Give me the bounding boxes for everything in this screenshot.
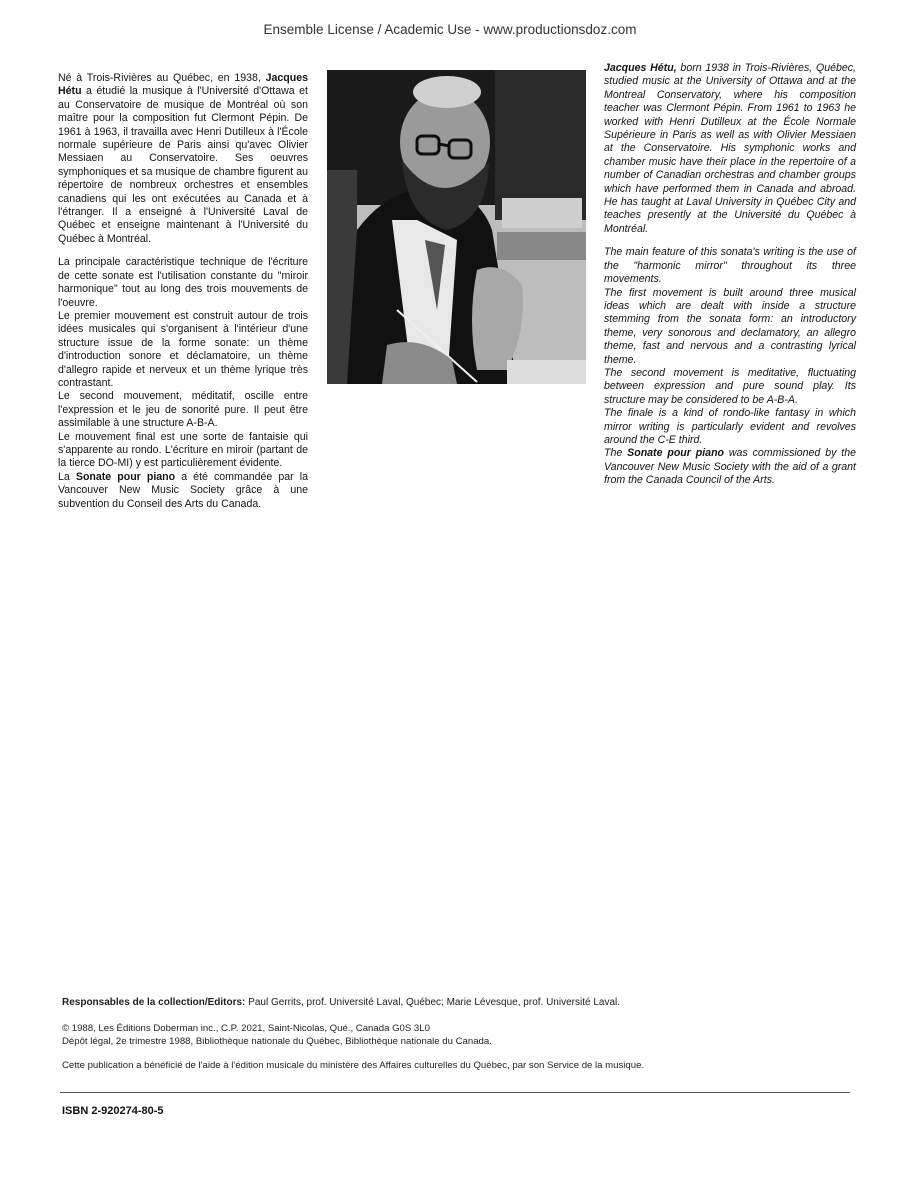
bio-en-p6-start: The bbox=[604, 447, 623, 460]
bio-en-paragraph-1 bbox=[604, 62, 856, 236]
bio-en-paragraph-3: The first movement is built around three musical ideas which are dealt with inside a structure stemming from the sonata form: an introductory theme, very sonorous and declamatory, an allegro theme, fast and nervous and a contrasting lyrical theme. bbox=[604, 286, 856, 366]
bio-fr-paragraph-3: Le premier mouvement est construit autour de trois idées musicales qui s'organisent à l'intérieur d'une structure issue de la forme sonate: un thème d'introduction sonore et déclamatoire, un thème d'allegro rapide et nerveux et un thème lyrique très contrastant. bbox=[58, 309, 308, 389]
collection-editors bbox=[62, 997, 620, 1008]
composer-photo bbox=[327, 70, 586, 384]
bio-fr-text: a étudié la musique à l'Université d'Ottawa et au Conservatoire de musique de Montréal où son maître pour la composition fut Clermont Pépin. De 1961 à 1963, il travailla avec Henri Dutilleux à l'École normale supérieure de Paris ainsi qu'avec Olivier Messiaen au Conservatoire. Ses oeuvres symphoniques et sa musique de chambre figurent au répertoire de nombreux orchestres et ensembles canadiens qui les ont exécutées au Canada et à l'étranger. Il a enseigné à l'Université Laval de Québec et enseigne maintenant à l'Université du Québec à Montréal. bbox=[58, 85, 308, 245]
composer-name-en: Jacques Hétu, bbox=[604, 62, 677, 74]
bio-fr-paragraph-4: Le second mouvement, méditatif, oscille entre l'expression et le jeu de sonorité pure. Il peut être assimilable à une structure A-B-A. bbox=[58, 390, 308, 430]
footer-divider bbox=[60, 1092, 850, 1093]
composer-name-fr: Jacques Hétu bbox=[58, 72, 308, 98]
bio-fr-p6-start: La bbox=[58, 470, 70, 483]
bio-en-paragraph-5: The finale is a kind of rondo-like fantasy in which mirror writing is particularly evident and revolves around the C-E third. bbox=[604, 407, 856, 446]
bio-fr-intro: Né à Trois-Rivières au Québec, en 1938, bbox=[58, 72, 261, 84]
bio-en-paragraph-2: The main feature of this sonata's writing is the use of the "harmonic mirror" throughout its three movements. bbox=[604, 246, 856, 286]
bio-fr-paragraph-2: La principale caractéristique technique de l'écriture de cette sonate est l'utilisation constante du "miroir harmonique" tout au long des trois mouvements de l'oeuvre. bbox=[58, 256, 308, 309]
editors-label: Responsables de la collection/Editors: bbox=[62, 997, 246, 1008]
funding-notice: Cette publication a bénéficié de l'aide à l'édition musicale du ministère des Affaires culturelles du Québec, par son Service de la musique. bbox=[62, 1060, 645, 1071]
legal-deposit-line: Dépôt légal, 2e trimestre 1988, Bibliothèque nationale du Québec, Bibliothèque nationale du Canada. bbox=[62, 1035, 492, 1047]
bio-en-p6-end: was commissioned by the Vancouver New Music Society with the aid of a grant from the Canada Council of the Arts. bbox=[604, 447, 856, 487]
work-title-en: Sonate pour piano bbox=[627, 447, 725, 460]
biography-french bbox=[58, 72, 308, 511]
bio-en-paragraph-4: The second movement is meditative, fluctuating between expression and pure sound play. Its structure may be considered to be A-B-A. bbox=[604, 366, 856, 406]
bio-en-paragraph-6 bbox=[604, 447, 856, 487]
page-header-license: Ensemble License / Academic Use - www.productionsdoz.com bbox=[263, 22, 637, 37]
editors-text: Paul Gerrits, prof. Université Laval, Québec; Marie Lévesque, prof. Université Laval. bbox=[248, 997, 621, 1008]
copyright-line: © 1988, Les Éditions Doberman inc., C.P. 2021, Saint-Nicolas, Qué., Canada G0S 3L0 bbox=[62, 1023, 430, 1034]
bio-en-text: born 1938 in Trois-Rivières, Québec, studied music at the University of Ottawa and at the Montreal Conservatory, where his composition teacher was Clermont Pépin. From 1961 to 1963 he worked with Henri Dutilleux at the École Normale Supérieure in Paris as well as with Olivier Messiaen at the Conservatoire. His symphonic works and chamber music have their place in the repertoire of a number of Canadian orchestras and chamber groups which have performed them in Canada and abroad. He has taught at Laval University in Québec City and teaches presently at the Université du Québec à Montréal. bbox=[604, 62, 856, 235]
isbn-number: ISBN 2-920274-80-5 bbox=[62, 1105, 164, 1117]
bio-fr-paragraph-5: Le mouvement final est une sorte de fantaisie qui s'apparente au rondo. L'écriture en miroir (partant de la tierce DO-MI) y est particulièrement évidente. bbox=[58, 430, 308, 470]
copyright-block bbox=[62, 1023, 492, 1048]
bio-fr-paragraph-6 bbox=[58, 471, 308, 511]
work-title-fr: Sonate pour piano bbox=[75, 470, 176, 483]
bio-fr-p6-end: a été commandée par la Vancouver New Music Society grâce à une subvention du Conseil des Arts du Canada. bbox=[58, 470, 308, 510]
biography-english bbox=[604, 62, 856, 488]
bio-fr-paragraph-1 bbox=[58, 72, 308, 246]
